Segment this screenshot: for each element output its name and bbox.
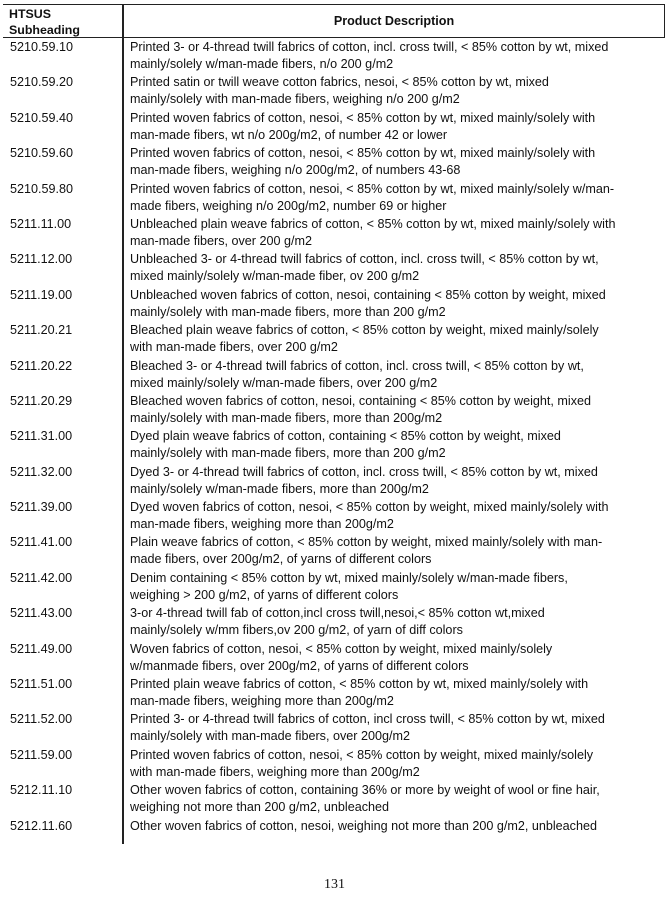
hts-code: 5210.59.40 <box>10 110 74 125</box>
hts-code: 5210.59.80 <box>10 181 74 196</box>
product-description: Other woven fabrics of cotton, containing 36% or more by weight of wool or fine hair, weighing not more than 200 g/m2, unbleached <box>130 783 600 815</box>
product-description: Plain weave fabrics of cotton, < 85% cotton by weight, mixed mainly/solely with man- made fibers, over 200g/m2, of yarns of different colors <box>130 535 603 567</box>
product-description: Denim containing < 85% cotton by wt, mixed mainly/solely w/man-made fibers, weighing > 200 g/m2, of yarns of different colors <box>130 570 568 602</box>
table-row <box>3 358 665 393</box>
table-body <box>3 39 665 836</box>
hts-code: 5211.12.00 <box>10 252 73 267</box>
table-row <box>3 499 665 534</box>
table-row <box>3 181 665 216</box>
hts-code: 5211.42.00 <box>10 570 73 585</box>
product-description: Unbleached plain weave fabrics of cotton, < 85% cotton by wt, mixed mainly/solely with man-made fibers, over 200 g/m2 <box>130 216 616 248</box>
product-description: Woven fabrics of cotton, nesoi, < 85% cotton by weight, mixed mainly/solely w/manmade fibers, over 200g/m2, of yarns of different colors <box>130 641 553 673</box>
product-description: Printed woven fabrics of cotton, nesoi, < 85% cotton by weight, mixed mainly/solely with man-made fibers, weighing more than 200g/m2 <box>130 747 594 779</box>
table-row <box>3 747 665 782</box>
table-row <box>3 605 665 640</box>
table-row <box>3 216 665 251</box>
product-description: Printed plain weave fabrics of cotton, < 85% cotton by wt, mixed mainly/solely with man-made fibers, weighing more than 200g/m2 <box>130 677 589 709</box>
hts-code: 5211.20.21 <box>10 323 73 338</box>
product-description: Printed satin or twill weave cotton fabrics, nesoi, < 85% cotton by wt, mixed mainly/solely with man-made fibers, weighing n/o 200 g/m2 <box>130 75 549 107</box>
product-description: 3-or 4-thread twill fab of cotton,incl cross twill,nesoi,< 85% cotton wt,mixed mainly/solely w/mm fibers,ov 200 g/m2, of yarn of diff colors <box>130 606 545 638</box>
product-description: Other woven fabrics of cotton, nesoi, weighing not more than 200 g/m2, unbleached <box>130 818 597 833</box>
product-description: Bleached woven fabrics of cotton, nesoi, containing < 85% cotton by weight, mixed mainly/solely with man-made fibers, more than 200g/m2 <box>130 393 591 425</box>
product-description: Printed woven fabrics of cotton, nesoi, < 85% cotton by wt, mixed mainly/solely w/man- made fibers, weighing n/o 200g/m2, number 69 or higher <box>130 181 615 213</box>
hts-code: 5212.11.60 <box>10 818 73 833</box>
product-description: Dyed 3- or 4-thread twill fabrics of cotton, incl. cross twill, < 85% cotton by wt, mixed mainly/solely w/man-made fibers, more than 200g/m2 <box>130 464 598 496</box>
product-description: Printed 3- or 4-thread twill fabrics of cotton, incl cross twill, < 85% cotton by wt, mixed mainly/solely with man-made fibers, over 200g/m2 <box>130 712 605 744</box>
hts-code: 5211.59.00 <box>10 747 73 762</box>
table-row <box>3 74 665 109</box>
table-row <box>3 287 665 322</box>
hts-code: 5212.11.10 <box>10 783 73 798</box>
hts-code: 5211.52.00 <box>10 712 73 727</box>
hts-code: 5211.49.00 <box>10 641 73 656</box>
hts-code: 5211.39.00 <box>10 500 73 515</box>
product-description: Printed woven fabrics of cotton, nesoi, < 85% cotton by wt, mixed mainly/solely with man-made fibers, wt n/o 200g/m2, of number 42 or lower <box>130 110 596 142</box>
hts-code: 5211.11.00 <box>10 216 72 231</box>
table-row <box>3 534 665 569</box>
table-header <box>3 4 665 38</box>
hts-code: 5211.51.00 <box>10 677 73 692</box>
product-description: Bleached 3- or 4-thread twill fabrics of cotton, incl. cross twill, < 85% cotton by wt, mixed mainly/solely w/man-made fibers, over 200 g/m2 <box>130 358 584 390</box>
table-row <box>3 818 665 836</box>
table-row <box>3 676 665 711</box>
hts-code: 5210.59.20 <box>10 75 74 90</box>
header-subheading: HTSUS Subheading <box>9 7 80 37</box>
product-description: Dyed plain weave fabrics of cotton, containing < 85% cotton by weight, mixed mainly/solely with man-made fibers, more than 200 g/m2 <box>130 429 561 461</box>
table-row <box>3 393 665 428</box>
hts-code: 5211.43.00 <box>10 606 73 621</box>
product-description: Bleached plain weave fabrics of cotton, < 85% cotton by weight, mixed mainly/solely with man-made fibers, over 200 g/m2 <box>130 323 599 355</box>
product-description: Printed 3- or 4-thread twill fabrics of cotton, incl. cross twill, < 85% cotton by wt, mixed mainly/solely w/man-made fibers, n/o 200 g/m2 <box>130 40 609 71</box>
hts-code: 5211.31.00 <box>10 429 73 444</box>
hts-code: 5211.41.00 <box>10 535 73 550</box>
table-row <box>3 570 665 605</box>
header-product-description: Product Description <box>333 14 455 28</box>
product-description: Printed woven fabrics of cotton, nesoi, < 85% cotton by wt, mixed mainly/solely with man-made fibers, weighing n/o 200g/m2, of numbers 43-68 <box>130 146 596 178</box>
hts-code: 5211.20.29 <box>10 393 73 408</box>
page-number: 131 <box>324 877 345 892</box>
product-description: Dyed woven fabrics of cotton, nesoi, < 85% cotton by weight, mixed mainly/solely with man-made fibers, weighing more than 200g/m2 <box>130 500 609 532</box>
hts-code: 5210.59.10 <box>10 40 74 54</box>
hts-code: 5211.20.22 <box>10 358 73 373</box>
table-row <box>3 711 665 746</box>
product-description: Unbleached woven fabrics of cotton, nesoi, containing < 85% cotton by weight, mixed mainly/solely with man-made fibers, more than 200 g/m2 <box>130 287 606 319</box>
table-row <box>3 641 665 676</box>
hts-code: 5211.19.00 <box>10 287 73 302</box>
table-row <box>3 322 665 357</box>
table-row <box>3 251 665 286</box>
hts-table <box>3 4 665 833</box>
table-row <box>3 110 665 145</box>
table-row <box>3 39 665 74</box>
table-row <box>3 428 665 463</box>
table-row <box>3 464 665 499</box>
hts-code: 5210.59.60 <box>10 146 74 161</box>
hts-code: 5211.32.00 <box>10 464 73 479</box>
product-description: Unbleached 3- or 4-thread twill fabrics of cotton, incl. cross twill, < 85% cotton by wt, mixed mainly/solely w/man-made fiber, ov 200 g/m2 <box>130 252 599 284</box>
table-row <box>3 145 665 180</box>
table-row <box>3 782 665 817</box>
